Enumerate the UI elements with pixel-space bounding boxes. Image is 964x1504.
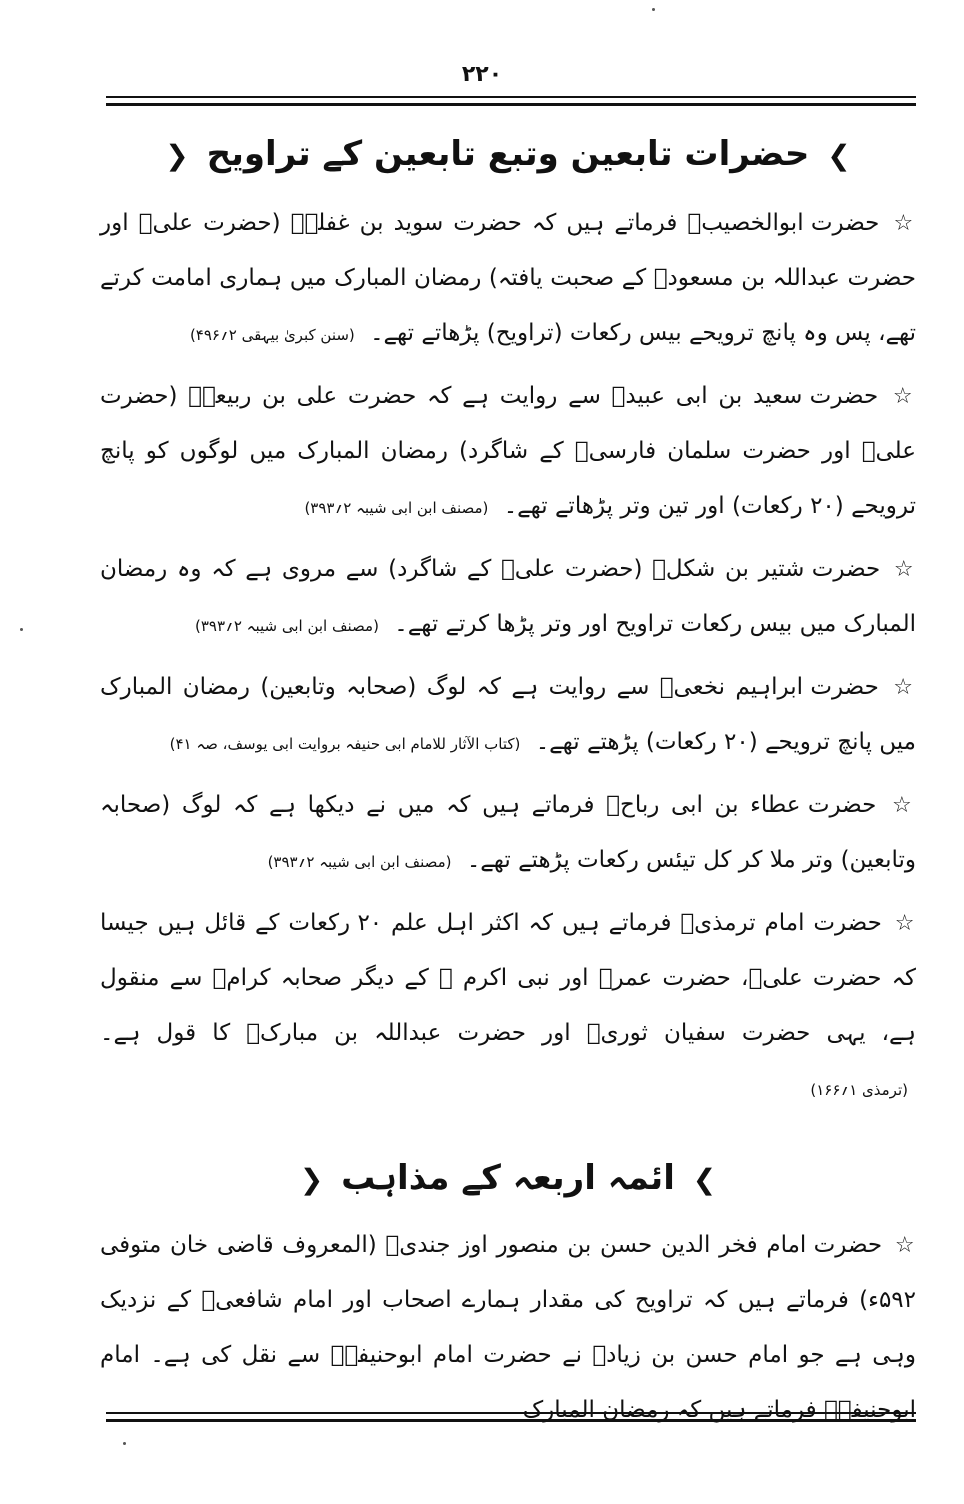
reference: (کتاب الآثار للامام ابی حنیفہ بروایت ابی یوسف، صہ ۴۱) (169, 735, 521, 753)
star-icon: ☆ (891, 793, 916, 818)
page-number: ۲۲۰ (461, 62, 503, 87)
paragraph-7 (100, 1218, 916, 1438)
paragraph-text: حضرت ابراہیم نخعیؒ سے روایت ہے کہ لوگ (صحابہ وتابعین) رمضان المبارک میں پانچ ترویحے (۲۰ رکعات) پڑھتے تھے۔ (100, 674, 916, 755)
ornament-left-icon: ❮ (299, 1163, 324, 1196)
star-icon: ☆ (893, 211, 916, 236)
scan-speck (123, 1442, 126, 1445)
star-icon: ☆ (892, 384, 916, 409)
ornament-right-icon: ❯ (692, 1163, 717, 1196)
header-rule (106, 96, 916, 98)
reference: (ترمذی ۱؍۱۶۶) (810, 1081, 908, 1099)
paragraph-2 (100, 369, 916, 536)
paragraph-text: حضرت سعید بن ابی عبیدؒ سے روایت ہے کہ حضرت علی بن ربیعہؒ (حضرت علیؓ اور حضرت سلمان فارسیؓ کے شاگرد) رمضان المبارک میں لوگوں کو پانچ ترویحے (۲۰ رکعات) اور تین وتر پڑھاتے تھے۔ (100, 383, 916, 519)
paragraph-text: حضرت امام فخر الدین حسن بن منصور اوز جندیؒ (المعروف قاضی خان متوفی ۵۹۲ء) فرماتے ہیں کہ تراویح کی مقدار ہمارے اصحاب اور امام شافعیؒ کے نزدیک وہی ہے جو امام حسن بن زیادؒ نے حضرت امام ابوحنیفہؒ سے نقل کی ہے۔ امام ابوحنیفہؒ فرماتے ہیں کہ رمضان المبارک (100, 1232, 916, 1423)
reference: (مصنف ابن ابی شیبہ ۲؍۳۹۳) (304, 499, 489, 517)
header-rule-thick (106, 103, 916, 106)
reference: (سنن کبریٰ بیہقی ۲؍۴۹۶) (189, 326, 355, 344)
reference: (مصنف ابن ابی شیبہ ۲؍۳۹۳) (195, 617, 379, 635)
footer-rule-thick (106, 1419, 916, 1422)
page-content (100, 118, 916, 1438)
paragraph-text: حضرت ابوالخصیبؒ فرماتے ہیں کہ حضرت سوید بن غفلہؒ (حضرت علیؓ اور حضرت عبداللہ بن مسعودؓ کے صحبت یافتہ) رمضان المبارک میں ہماری امامت کرتے تھے، پس وہ پانچ ترویحے بیس رکعات (تراویح) پڑھاتے تھے۔ (100, 210, 916, 346)
paragraph-text: حضرت امام ترمذیؒ فرماتے ہیں کہ اکثر اہل علم ۲۰ رکعات کے قائل ہیں جیسا کہ حضرت علیؓ، حضرت عمرؓ اور نبی اکرم ﷺ کے دیگر صحابہ کرامؓ سے منقول ہے، یہی حضرت سفیان ثوریؒ اور حضرت عبداللہ بن مبارکؒ کا قول ہے۔ (100, 910, 916, 1046)
reference: (مصنف ابن ابی شیبہ ۲؍۳۹۳) (267, 853, 452, 871)
star-icon: ☆ (894, 1233, 916, 1258)
star-icon: ☆ (894, 911, 917, 936)
paragraph-text: حضرت شتیر بن شکلؒ (حضرت علیؓ کے شاگرد) سے مروی ہے کہ وہ رمضان المبارک میں بیس رکعات تراویح اور وتر پڑھا کرتے تھے۔ (100, 556, 916, 637)
section-heading-tabiin (100, 124, 916, 186)
scan-speck (652, 8, 655, 11)
paragraph-4 (100, 660, 916, 772)
paragraph-1 (100, 196, 916, 363)
paragraph-text: حضرت عطاء بن ابی رباحؒ فرماتے ہیں کہ میں نے دیکھا ہے کہ لوگ (صحابہ وتابعین) وتر ملا کر کل تیئس رکعات پڑھتے تھے۔ (100, 792, 916, 873)
section-heading-aimma (100, 1148, 916, 1210)
footer-rule (106, 1412, 916, 1414)
section-title: حضرات تابعین وتبع تابعین کے تراویح (206, 134, 810, 174)
ornament-left-icon: ❮ (165, 139, 189, 172)
paragraph-3 (100, 542, 916, 654)
paragraph-6 (100, 896, 916, 1118)
scan-speck (20, 628, 23, 631)
ornament-right-icon: ❯ (827, 139, 851, 172)
star-icon: ☆ (893, 557, 916, 582)
section-title: ائمہ اربعہ کے مذاہب (341, 1158, 675, 1198)
star-icon: ☆ (893, 675, 916, 700)
paragraph-5 (100, 778, 916, 890)
